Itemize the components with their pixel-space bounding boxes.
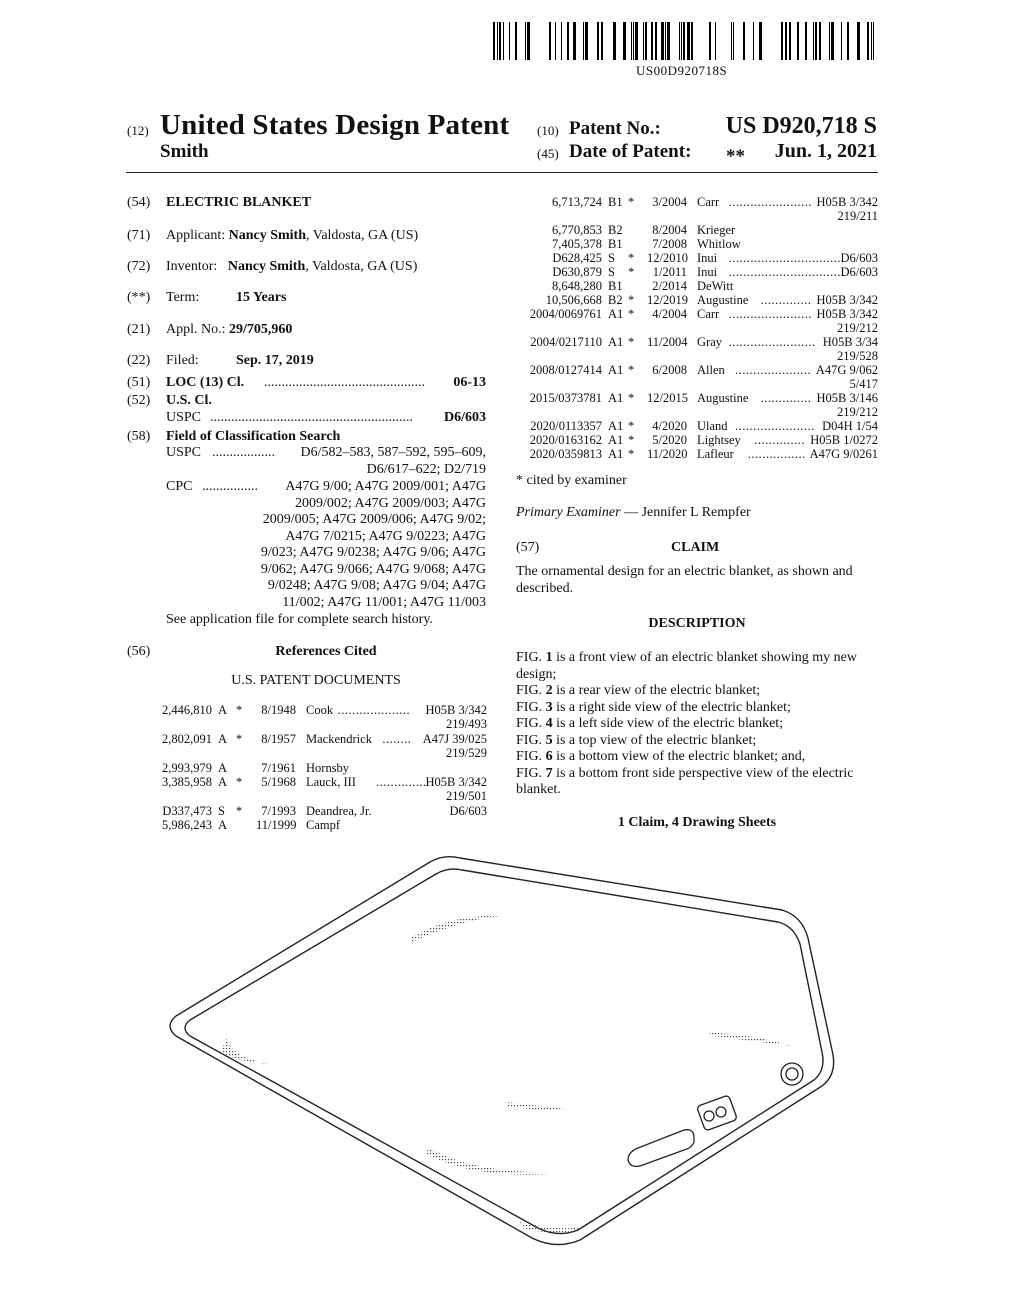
reference-number: 2015/0373781 bbox=[529, 391, 602, 405]
date-marker: ** bbox=[726, 146, 745, 167]
reference-date: 3/2004 bbox=[652, 195, 687, 209]
term-label: Term: bbox=[166, 290, 200, 305]
patent-no-label: Patent No.: bbox=[569, 118, 661, 139]
reference-name: Mackendrick bbox=[306, 732, 372, 746]
reference-date: 11/2020 bbox=[647, 447, 688, 461]
reference-kind: B1 bbox=[608, 195, 623, 209]
us-code: (52) bbox=[127, 393, 151, 408]
appl-code: (21) bbox=[127, 322, 151, 337]
inventor-short: Smith bbox=[160, 141, 209, 162]
field-uspc-line2: D6/617–622; D2/719 bbox=[366, 462, 486, 477]
claims-sheets-count: 1 Claim, 4 Drawing Sheets bbox=[617, 815, 777, 830]
controller-button bbox=[704, 1111, 714, 1121]
right-references-list bbox=[516, 195, 878, 465]
reference-kind: S bbox=[608, 265, 615, 279]
reference-name: Inui bbox=[697, 265, 718, 279]
patent-type: United States Design Patent bbox=[160, 109, 510, 141]
reference-star: * bbox=[628, 293, 635, 307]
cited-by-examiner-note: * cited by examiner bbox=[516, 473, 627, 488]
applicant-line bbox=[166, 228, 418, 245]
reference-subclass: 219/528 bbox=[837, 349, 878, 363]
cpc-dots: ................ bbox=[202, 479, 258, 494]
reference-star: * bbox=[628, 195, 635, 209]
reference-subclass: 219/529 bbox=[446, 746, 487, 760]
reference-star: * bbox=[628, 335, 635, 349]
figure-description: FIG. 6 is a bottom view of the electric blanket; and, bbox=[516, 749, 806, 764]
cpc-line: 9/023; A47G 9/0238; A47G 9/06; A47G bbox=[260, 545, 486, 560]
field-uspc-line1: D6/582–583, 587–592, 595–609, bbox=[300, 445, 486, 460]
reference-kind: A bbox=[218, 703, 228, 717]
cpc-label: CPC bbox=[166, 479, 193, 494]
reference-kind: S bbox=[608, 251, 615, 265]
reference-date: 5/2020 bbox=[652, 433, 687, 447]
cpc-line: 2009/005; A47G 2009/006; A47G 9/02; bbox=[262, 512, 486, 527]
reference-dots: .............. bbox=[760, 391, 812, 405]
patent-number: US D920,718 S bbox=[725, 113, 877, 139]
inventor-location: , Valdosta, GA (US) bbox=[305, 259, 418, 274]
reference-dots: .............. bbox=[754, 433, 805, 447]
date-code: (45) bbox=[537, 146, 559, 161]
reference-date: 4/2004 bbox=[652, 307, 687, 321]
reference-class: A47G 9/0261 bbox=[809, 447, 878, 461]
reference-kind: A1 bbox=[608, 307, 624, 321]
reference-number: 2020/0163162 bbox=[529, 433, 602, 447]
reference-date: 12/2019 bbox=[647, 293, 688, 307]
reference-dots: .................... bbox=[337, 703, 411, 717]
reference-class: D6/603 bbox=[840, 251, 878, 265]
reference-name: DeWitt bbox=[697, 279, 734, 293]
left-references-list bbox=[150, 703, 487, 833]
applicant-location: , Valdosta, GA (US) bbox=[306, 228, 419, 243]
electric-blanket-drawing bbox=[160, 850, 850, 1250]
term-code: (**) bbox=[127, 290, 151, 305]
reference-name: Campf bbox=[306, 818, 341, 832]
claim-text: The ornamental design for an electric blanket, as shown and described. bbox=[516, 564, 853, 596]
reference-date: 11/2004 bbox=[647, 335, 688, 349]
field-uspc-dots: .................. bbox=[212, 445, 275, 460]
reference-class: H05B 3/342 bbox=[816, 195, 878, 209]
reference-star: * bbox=[236, 804, 243, 818]
reference-name: Deandrea, Jr. bbox=[306, 804, 372, 818]
barcode-number: US00D920718S bbox=[636, 63, 728, 78]
cpc-line: A47G 9/00; A47G 2009/001; A47G bbox=[285, 479, 486, 494]
reference-class: H05B 3/342 bbox=[816, 293, 878, 307]
reference-name: Inui bbox=[697, 251, 718, 265]
reference-dots: ....................... bbox=[728, 195, 812, 209]
description-heading: DESCRIPTION bbox=[648, 616, 746, 631]
reference-star: * bbox=[628, 433, 635, 447]
figure-description: FIG. 4 is a left side view of the electric blanket; bbox=[516, 716, 784, 731]
controller-handle bbox=[628, 1130, 694, 1167]
reference-name: Carr bbox=[697, 195, 720, 209]
reference-date: 4/2020 bbox=[652, 419, 687, 433]
reference-date: 11/1999 bbox=[256, 818, 297, 832]
reference-class: H05B 3/342 bbox=[425, 775, 487, 789]
reference-star: * bbox=[236, 775, 243, 789]
reference-star: * bbox=[628, 391, 635, 405]
reference-kind: A bbox=[218, 732, 228, 746]
loc-dots: .............................................. bbox=[264, 375, 425, 390]
reference-name: Gray bbox=[697, 335, 722, 349]
primary-examiner bbox=[516, 505, 751, 522]
references-heading: References Cited bbox=[275, 644, 377, 659]
reference-date: 6/2008 bbox=[652, 363, 687, 377]
reference-kind: A bbox=[218, 818, 228, 832]
figure-description: FIG. 5 is a top view of the electric blanket; bbox=[516, 732, 757, 748]
reference-class: D04H 1/54 bbox=[822, 419, 878, 433]
cpc-line: 9/0248; A47G 9/08; A47G 9/04; A47G bbox=[267, 578, 486, 593]
us-documents-heading: U.S. PATENT DOCUMENTS bbox=[231, 673, 401, 688]
reference-star: * bbox=[628, 447, 635, 461]
reference-subclass: 219/212 bbox=[837, 405, 878, 419]
reference-subclass: 219/501 bbox=[446, 789, 487, 803]
reference-dots: ....................... bbox=[728, 307, 812, 321]
reference-name: Allen bbox=[697, 363, 725, 377]
reference-star: * bbox=[628, 363, 635, 377]
us-label: U.S. Cl. bbox=[166, 393, 212, 408]
figure-descriptions bbox=[516, 650, 878, 799]
reference-date: 12/2015 bbox=[647, 391, 688, 405]
reference-name: Cook bbox=[306, 703, 334, 717]
reference-date: 7/1993 bbox=[261, 804, 296, 818]
reference-date: 8/2004 bbox=[652, 223, 687, 237]
reference-number: 2020/0113357 bbox=[530, 419, 602, 433]
reference-subclass: 219/211 bbox=[837, 209, 878, 223]
reference-dots: ................................ bbox=[728, 265, 845, 279]
uspc-label: USPC bbox=[166, 410, 202, 425]
claim-code: (57) bbox=[516, 540, 540, 555]
reference-kind: A1 bbox=[608, 433, 624, 447]
field-uspc-label: USPC bbox=[166, 445, 202, 460]
reference-star: * bbox=[628, 307, 635, 321]
reference-star: * bbox=[236, 703, 243, 717]
reference-class: H05B 1/0272 bbox=[810, 433, 878, 447]
reference-number: 6,770,853 bbox=[552, 223, 602, 237]
blanket-inner-edge bbox=[185, 869, 823, 1233]
reference-class: H05B 3/342 bbox=[425, 703, 487, 717]
reference-subclass: 5/417 bbox=[849, 377, 878, 391]
reference-number: D628,425 bbox=[552, 251, 602, 265]
reference-class: H05B 3/34 bbox=[822, 335, 878, 349]
field-label: Field of Classification Search bbox=[166, 429, 341, 444]
loc-code: (51) bbox=[127, 375, 151, 390]
reference-number: 3,385,958 bbox=[162, 775, 212, 789]
field-code: (58) bbox=[127, 429, 151, 444]
controller-box bbox=[697, 1095, 738, 1131]
reference-number: 5,986,243 bbox=[162, 818, 212, 832]
reference-number: 2,802,091 bbox=[162, 732, 212, 746]
applicant-label: Applicant: bbox=[166, 228, 226, 243]
reference-dots: ..................... bbox=[735, 363, 812, 377]
reference-kind: B1 bbox=[608, 279, 623, 293]
reference-date: 1/2011 bbox=[652, 265, 687, 279]
reference-class: D6/603 bbox=[840, 265, 878, 279]
controller-button bbox=[716, 1107, 726, 1117]
figure-description: FIG. 3 is a right side view of the electric blanket; bbox=[516, 699, 791, 715]
examiner-name: — Jennifer L Rempfer bbox=[620, 505, 751, 520]
reference-number: 7,405,378 bbox=[552, 237, 602, 251]
reference-star: * bbox=[628, 419, 635, 433]
patent-date: Jun. 1, 2021 bbox=[774, 140, 877, 162]
reference-kind: A1 bbox=[608, 335, 624, 349]
reference-name: Krieger bbox=[697, 223, 736, 237]
reference-name: Whitlow bbox=[697, 237, 741, 251]
reference-kind: A1 bbox=[608, 419, 624, 433]
reference-date: 8/1948 bbox=[261, 703, 296, 717]
reference-number: 8,648,280 bbox=[552, 279, 602, 293]
inventor-line bbox=[166, 259, 417, 276]
reference-number: 2004/0217110 bbox=[530, 335, 602, 349]
date-label: Date of Patent: bbox=[569, 141, 692, 162]
reference-name: Carr bbox=[697, 307, 720, 321]
cpc-line: A47G 7/0215; A47G 9/0223; A47G bbox=[285, 528, 486, 544]
reference-number: 2020/0359813 bbox=[529, 447, 602, 461]
reference-class: A47J 39/025 bbox=[422, 732, 487, 746]
uspc-dots: .......................................................... bbox=[210, 410, 413, 425]
loc-value: 06-13 bbox=[453, 375, 486, 390]
reference-name: Uland bbox=[697, 419, 728, 433]
reference-date: 7/2008 bbox=[652, 237, 687, 251]
applicant-code: (71) bbox=[127, 228, 151, 243]
filed-label: Filed: bbox=[166, 353, 199, 368]
figure-description: FIG. 7 is a bottom front side perspective view of the electric blanket. bbox=[516, 765, 854, 797]
reference-date: 5/1968 bbox=[261, 775, 296, 789]
refs-code: (56) bbox=[127, 644, 151, 659]
reference-number: 2004/0069761 bbox=[529, 307, 602, 321]
header-divider bbox=[126, 172, 878, 173]
reference-name: Lightsey bbox=[697, 433, 741, 447]
reference-dots: ................ bbox=[747, 447, 806, 461]
reference-kind: B1 bbox=[608, 237, 623, 251]
claim-heading: CLAIM bbox=[671, 540, 720, 555]
term-value: 15 Years bbox=[236, 290, 287, 305]
reference-class: D6/603 bbox=[449, 804, 487, 818]
filed-code: (22) bbox=[127, 353, 151, 368]
inventor-label: Inventor: bbox=[166, 259, 218, 274]
reference-kind: B2 bbox=[608, 223, 623, 237]
appl-label: Appl. No.: bbox=[166, 322, 226, 337]
reference-dots: ...................... bbox=[735, 419, 815, 433]
reference-dots: ................................ bbox=[728, 251, 845, 265]
patent-no-code: (10) bbox=[537, 123, 559, 138]
reference-name: Augustine bbox=[697, 293, 749, 307]
reference-kind: A bbox=[218, 761, 228, 775]
reference-kind: S bbox=[218, 804, 225, 818]
reference-date: 8/1957 bbox=[261, 732, 296, 746]
reference-class: H05B 3/146 bbox=[816, 391, 878, 405]
patent-title: ELECTRIC BLANKET bbox=[166, 195, 312, 210]
reference-dots: ........ bbox=[382, 732, 412, 746]
reference-kind: B2 bbox=[608, 293, 623, 307]
reference-name: Hornsby bbox=[306, 761, 350, 775]
appl-number: 29/705,960 bbox=[229, 322, 293, 337]
cpc-line: 9/062; A47G 9/066; A47G 9/068; A47G bbox=[260, 561, 486, 577]
reference-dots: .............. bbox=[760, 293, 812, 307]
reference-kind: A1 bbox=[608, 447, 624, 461]
title-code: (54) bbox=[127, 195, 151, 210]
reference-name: Lauck, III bbox=[306, 775, 356, 789]
reference-date: 2/2014 bbox=[652, 279, 687, 293]
inventor-code: (72) bbox=[127, 259, 151, 274]
examiner-label: Primary Examiner bbox=[516, 505, 621, 520]
reference-number: D337,473 bbox=[162, 804, 212, 818]
reference-number: 6,713,724 bbox=[552, 195, 602, 209]
reference-star: * bbox=[236, 732, 243, 746]
reference-date: 7/1961 bbox=[261, 761, 296, 775]
power-knob-inner bbox=[786, 1068, 798, 1080]
reference-star: * bbox=[628, 251, 635, 265]
cpc-line: 2009/002; A47G 2009/003; A47G bbox=[295, 495, 486, 511]
uspc-value: D6/603 bbox=[444, 410, 486, 425]
reference-number: 2,446,810 bbox=[162, 703, 212, 717]
reference-class: H05B 3/342 bbox=[816, 307, 878, 321]
reference-number: D630,879 bbox=[552, 265, 602, 279]
type-code: (12) bbox=[127, 123, 149, 138]
cpc-line: 11/002; A47G 11/001; A47G 11/003 bbox=[282, 594, 486, 610]
reference-name: Lafleur bbox=[697, 447, 734, 461]
reference-class: A47G 9/062 bbox=[815, 363, 878, 377]
reference-number: 10,506,668 bbox=[545, 293, 602, 307]
reference-name: Augustine bbox=[697, 391, 749, 405]
reference-dots: ........................ bbox=[728, 335, 816, 349]
see-application-note: See application file for complete search history. bbox=[166, 612, 433, 627]
filed-date: Sep. 17, 2019 bbox=[236, 353, 314, 368]
reference-subclass: 219/212 bbox=[837, 321, 878, 335]
figure-description: FIG. 1 is a front view of an electric blanket showing my new design; bbox=[516, 650, 857, 682]
reference-number: 2008/0127414 bbox=[529, 363, 602, 377]
reference-kind: A1 bbox=[608, 363, 624, 377]
figure-description: FIG. 2 is a rear view of the electric blanket; bbox=[516, 683, 761, 698]
loc-label: LOC (13) Cl. bbox=[166, 375, 245, 390]
blanket-shading bbox=[222, 916, 792, 1233]
reference-kind: A1 bbox=[608, 391, 624, 405]
applicant-name: Nancy Smith bbox=[228, 228, 307, 243]
reference-star: * bbox=[628, 265, 635, 279]
reference-kind: A bbox=[218, 775, 228, 789]
power-knob bbox=[781, 1063, 803, 1085]
reference-subclass: 219/493 bbox=[446, 717, 487, 731]
reference-number: 2,993,979 bbox=[162, 761, 212, 775]
reference-dots: .............. bbox=[376, 775, 427, 789]
inventor-name: Nancy Smith bbox=[227, 259, 306, 274]
reference-date: 12/2010 bbox=[647, 251, 688, 265]
appl-line bbox=[166, 322, 292, 339]
barcode bbox=[493, 22, 879, 60]
